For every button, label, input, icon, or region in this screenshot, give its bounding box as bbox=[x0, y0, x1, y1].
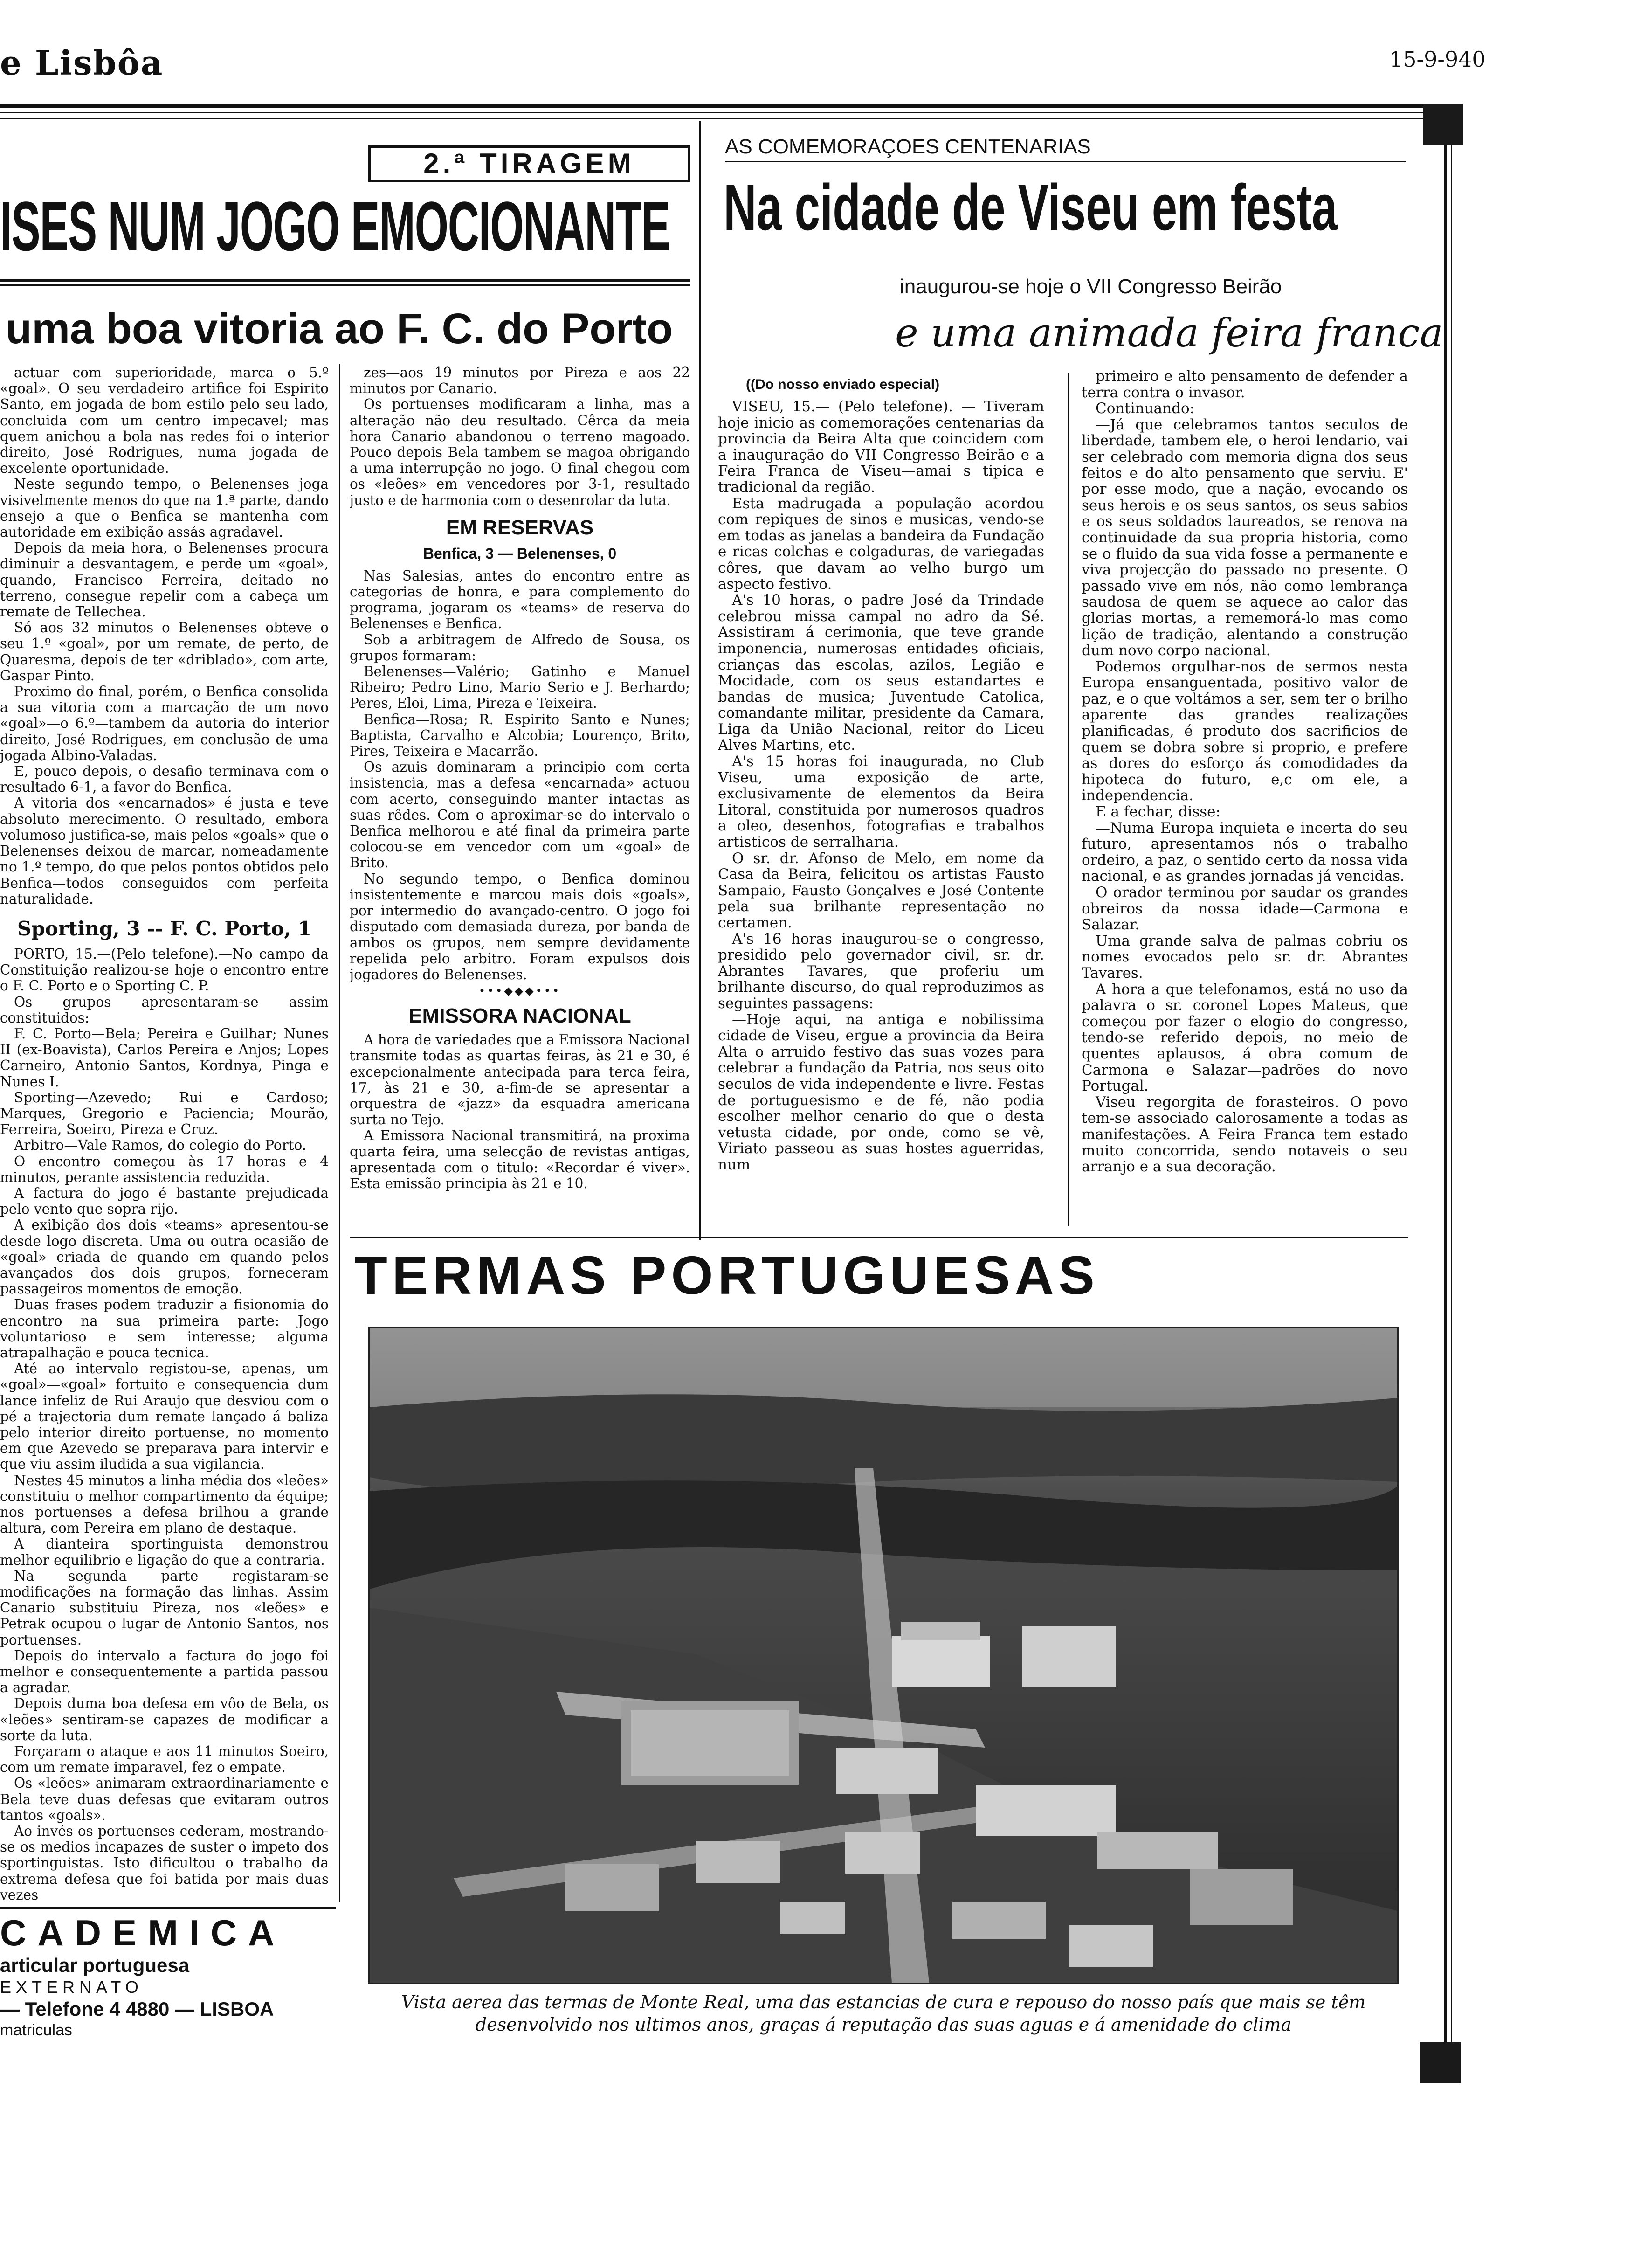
paragraph: Depois do intervalo a factura do jogo foi melhor e consequentemente a partida passou a agradar. bbox=[0, 1647, 329, 1696]
ad-academica bbox=[0, 1912, 354, 2040]
paragraph: Até ao intervalo registou-se, apenas, um «goal»—«goal» fortuito e consequencia dum lance infeliz de Rui Araujo que desviou com o pé a trajectoria dum remate lançado á baliza pelo interior direito portuense, no momento em que Azevedo se preparava para intervir e que viu assim iludida a sua vigilancia. bbox=[0, 1361, 329, 1473]
register-mark-top bbox=[1423, 104, 1463, 145]
separator-ornament: •••◆◆◆••• bbox=[478, 984, 561, 998]
paragraph: VISEU, 15.— (Pelo telefone). — Tiveram hoje inicio as comemorações centenarias da provincia da Beira Alta que coincidem com a inauguração do VII Congresso Beirão e a Feira Franca de Viseu—amai s tipica e tradicional da região. bbox=[718, 399, 1044, 496]
paragraph: Podemos orgulhar-nos de sermos nesta Europa ensanguentada, positivo valor de paz, e o que voltámos a ser, sem ter o brilho aparente das grandes realizações planificadas, é produto dos sacrificios de quem se dobra sobre si proprio, e prefere as dores do esforço ás comodidades da hipoteca do futuro, e,c om ele, a independencia. bbox=[1082, 658, 1408, 804]
paragraph: zes—aos 19 minutos por Pireza e aos 22 minutos por Canario. bbox=[350, 365, 690, 397]
paragraph: Depois da meia hora, o Belenenses procura diminuir a desvantagem, e perde um «goal», quando, Francisco Ferreira, deitado no terreno, consegue repelir com a cabeça um remate de Tellechea. bbox=[0, 540, 329, 620]
paragraph: Os azuis dominaram a principio com certa insistencia, mas a defesa «encarnada» actuou com acerto, conseguindo manter intactas as suas rêdes. Com o aproximar-se do intervalo o Benfica melhorou e até final da primeira parte colocou-se em vencedor com um «goal» de Brito. bbox=[350, 759, 690, 871]
paragraph: A exibição dos dois «teams» apresentou-se desde logo discreta. Uma ou outra ocasião de «goal» criada de quando em quando pelos avançados dos dois grupos, forneceram passageiros momentos de emoção. bbox=[0, 1217, 329, 1297]
paragraph: Os portuenses modificaram a linha, mas a alteração não deu resultado. Cêrca da meia hora Canario abandonou o terreno magoado. Pouco depois Bela tambem se magoa obrigando a uma interrupção no jogo. O final chegou com os «leões» em vencedores por 3-1, resultado justo e de harmonia com o desenrolar da luta. bbox=[350, 396, 690, 508]
paragraph: —Numa Europa inquieta e incerta do seu futuro, apresentamos nós o trabalho ordeiro, a paz, o sentido certo da nossa vida nacional, e as grandes jornadas já vencidas. bbox=[1082, 819, 1408, 885]
paragraph: Arbitro—Vale Ramos, do colegio do Porto. bbox=[14, 1137, 307, 1154]
paragraph: Os grupos apresentaram-se assim constituidos: bbox=[0, 994, 329, 1026]
paragraph: primeiro e alto pensamento de defender a terra contra o invasor. bbox=[1082, 368, 1408, 401]
sports-subheadline: uma boa vitoria ao F. C. do Porto bbox=[6, 305, 673, 353]
paragraph: O encontro começou às 17 horas e 4 minutos, perante assistencia reduzida. bbox=[0, 1153, 329, 1185]
paragraph: actuar com superioridade, marca o 5.º «goal». O seu verdadeiro artifice foi Espirito Santo, em jogada de bom estilo pelo seu lado, concluida com um centro impecavel; mas quem anichou a bola nas redes foi o interior direito, José Rodrigues, numa jogada de excelente oportunidade. bbox=[0, 365, 329, 477]
paragraph: Nestes 45 minutos a linha média dos «leões» constituiu o melhor compartimento da équipe; nos portuenses a defesa brilhou a grande altura, com Pereira em plano de destaque. bbox=[0, 1472, 329, 1536]
register-mark-bottom bbox=[1420, 2042, 1461, 2083]
paragraph: Forçaram o ataque e aos 11 minutos Soeiro, com um remate imparavel, fez o empate. bbox=[0, 1743, 329, 1776]
viseu-italic-head: e uma animada feira franca bbox=[895, 310, 1443, 356]
paragraph: Na segunda parte registaram-se modificações na formação das linhas. Assim Canario substituiu Pireza, nos «leões» e Petrak ocupou o lugar de Antonio Santos, nos portuenses. bbox=[0, 1568, 329, 1648]
reservas-result: Benfica, 3 — Belenenses, 0 bbox=[423, 545, 617, 562]
top-rule-thick bbox=[0, 104, 1427, 108]
termas-aerial-photo bbox=[368, 1327, 1399, 1984]
paragraph: A hora de variedades que a Emissora Nacional transmite todas as quartas feiras, às 21 e 30, é excepcionalmente antecipada para terça feira, 17, às 21 e 30, a-fim-de se apresentar a orquestra de «jazz» da esquadra americana surta no Tejo. bbox=[350, 1032, 690, 1128]
paragraph: Sob a arbitragem de Alfredo de Sousa, os grupos formaram: bbox=[350, 631, 690, 664]
viseu-deck: inaugurou-se hoje o VII Congresso Beirão bbox=[900, 275, 1282, 298]
viseu-column-2 bbox=[1082, 368, 1408, 1226]
viseu-headline: Na cidade de Viseu em festa bbox=[724, 171, 1338, 244]
paragraph: F. C. Porto—Bela; Pereira e Guilhar; Nunes II (ex-Boavista), Carlos Pereira e Anjos; Lopes Carneiro, Antonio Santos, Kordnya, Pinga e Nunes I. bbox=[0, 1025, 329, 1090]
reservas-title: EM RESERVAS bbox=[446, 516, 594, 539]
ad-name: CADEMICA bbox=[0, 1912, 286, 1953]
ad-line3: EXTERNATO bbox=[0, 1978, 143, 1997]
column-divider-1 bbox=[339, 364, 340, 1902]
ad-rule-top bbox=[0, 1907, 336, 1909]
paragraph: O sr. dr. Afonso de Melo, em nome da Casa da Beira, felicitou os artistas Fausto Sampaio, Fausto Gonçalves e José Contente pela sua brilhante representação no certamen. bbox=[718, 850, 1044, 931]
paragraph: A's 10 horas, o padre José da Trindade celebrou missa campal no adro da Sé. Assistiram á cerimonia, que teve grande imponencia, numerosas entidades oficiais, crianças das escolas, azilos, Legião e Mocidade, com os seus estandartes e bandas de musica; Juventude Catolica, comandante militar, presidente da Camara, Liga da União Nacional, reitor do Liceu Alves Martins, etc. bbox=[718, 592, 1044, 754]
masthead: e Lisbôa bbox=[0, 43, 164, 83]
termas-rule-top bbox=[350, 1237, 1408, 1238]
paragraph: Uma grande salva de palmas cobriu os nomes evocados pelo sr. dr. Abrantes Tavares. bbox=[1082, 932, 1408, 982]
tiragem-box: 2.ª TIRAGEM bbox=[368, 145, 690, 182]
paragraph: Belenenses—Valério; Gatinho e Manuel Ribeiro; Pedro Lino, Mario Serio e J. Berhardo; Peres, Eloi, Lima, Pireza e Teixeira. bbox=[350, 664, 690, 712]
paragraph: E a fechar, disse: bbox=[1096, 803, 1220, 821]
paragraph: Só aos 32 minutos o Belenenses obteve o seu 1.º «goal», por um remate, de perto, de Quaresma, depois de ter «driblado», com arte, Gaspar Pinto. bbox=[0, 620, 329, 684]
section-divider-vertical bbox=[699, 121, 701, 1240]
termas-title: TERMAS PORTUGUESAS bbox=[354, 1245, 1099, 1306]
paragraph: A's 15 horas foi inaugurada, no Club Viseu, uma exposição de arte, exclusivamente de elementos da Beira Litoral, constituida por numerosos quadros a oleo, desenhos, fotografias e trabalhos artisticos de serralharia. bbox=[718, 753, 1044, 851]
paragraph: Sporting—Azevedo; Rui e Cardoso; Marques, Gregorio e Paciencia; Mourão, Ferreira, Soeiro, Pireza e Cruz. bbox=[0, 1089, 329, 1138]
viseu-column-1 bbox=[718, 399, 1044, 1224]
aerial-photo-illustration bbox=[370, 1328, 1397, 1983]
page-date: 15-9-940 bbox=[1389, 47, 1486, 72]
paragraph: O orador terminou por saudar os grandes obreiros da nossa idade—Carmona e Salazar. bbox=[1082, 884, 1408, 933]
right-border-rule bbox=[1444, 145, 1447, 2047]
paragraph: Esta madrugada a população acordou com repiques de sinos e musicas, vendo-se em todas as janelas a bandeira da Fundação e ricas colchas e colgaduras, de variegadas côres, que davam ao velho burgo um aspecto festivo. bbox=[718, 495, 1044, 593]
ad-line5: matriculas bbox=[0, 2021, 72, 2039]
paragraph: E, pouco depois, o desafio terminava com o resultado 6-1, a favor do Benfica. bbox=[0, 763, 329, 795]
photo-caption: Vista aerea das termas de Monte Real, uma das estancias de cura e repouso do nosso país que mais se têm desenvolvido nos ultimos anos, graças á reputação das suas aguas e á amenidade do clima bbox=[401, 1992, 1366, 2035]
ad-line2: articular portuguesa bbox=[0, 1954, 190, 1976]
top-rule-thin-2 bbox=[0, 118, 1427, 119]
ad-phone: — Telefone 4 4880 — LISBOA bbox=[0, 1998, 274, 2020]
paragraph: Viseu regorgita de forasteiros. O povo tem-se associado calorosamente a todas as manifestações. A Feira Franca tem estado muito concorrida, sendo notaveis o seu arranjo e a sua decoração. bbox=[1082, 1093, 1408, 1175]
paragraph: No segundo tempo, o Benfica dominou insistentemente e marcou mais dois «goals», por intermedio do avançado-centro. O jogo foi disputado com demasiada dureza, por banda de ambos os grupos, nem sempre devidamente repelida pelo arbitro. Foram expulsos dois jogadores do Belenenses. bbox=[350, 871, 690, 982]
paragraph: Os «leões» animaram extraordinariamente e Bela teve duas defesas que evitaram outros tantos «goals». bbox=[0, 1775, 329, 1823]
paragraph: Benfica—Rosa; R. Espirito Santo e Nunes; Baptista, Carvalho e Alcobia; Lourenço, Brito, Pires, Teixeira e Macarrão. bbox=[350, 711, 690, 760]
paragraph: Continuando: bbox=[1096, 400, 1195, 417]
paragraph: A factura do jogo é bastante prejudicada pelo vento que sopra rijo. bbox=[0, 1185, 329, 1217]
paragraph: A Emissora Nacional transmitirá, na proxima quarta feira, uma selecção de revistas antigas, apresentada com o titulo: «Recordar é viver». Esta emissão principia às 21 e 10. bbox=[350, 1127, 690, 1191]
paragraph: A hora a que telefonamos, está no uso da palavra o sr. coronel Lopes Mateus, que começou por fazer o elogio do congresso, tendo-se referido depois, no meio de quentes aplausos, á obra comum de Carmona e Salazar—padrões do novo Portugal. bbox=[1082, 981, 1408, 1095]
paragraph: Nas Salesias, antes do encontro entre as categorias de honra, e para complemento do programa, jogaram os «teams» de reserva do Belenenses e Benfica. bbox=[350, 567, 690, 632]
sports-column-2 bbox=[350, 365, 690, 1237]
paragraph: Proximo do final, porém, o Benfica consolida a sua vitoria com a marcação de um novo «goal»—o 6.º—tambem da autoria do interior direito, José Rodrigues, em conclusão de uma jogada Albino-Valadas. bbox=[0, 684, 329, 763]
paragraph: —Hoje aqui, na antiga e nobilissima cidade de Viseu, ergue a provincia da Beira Alta o arruido festivo das suas vozes para celebrar a fundação da Patria, nos seus oito seculos de vida independente e livre. Festas de portuguesismo e de fé, não podia escolher melhor cenario do que o desta vetusta cidade, por onde, como se vê, Viriato passeou as suas hostes aguerridas, num bbox=[718, 1011, 1044, 1173]
sports-headline-rule-thin bbox=[0, 284, 690, 286]
paragraph: A dianteira sportinguista demonstrou melhor equilibrio e ligação do que a contraria. bbox=[0, 1536, 329, 1568]
right-border-rule-thin bbox=[1451, 145, 1452, 2047]
paragraph: —Já que celebramos tantos seculos de liberdade, tambem ele, o heroi lendario, vai ser celebrado com memoria digna dos seus feitos e do alto pensamento que serviu. E' por esse modo, que a nação, evocando os seus herois e os seus santos, os seus sabios e os seus soldados laureados, se renova na continuidade da sua propria historia, como se o fluido da sua vida fosse a permanente e viva projecção do passado no presente. O passado vive em nós, não como lembrança saudosa de quem se aquece ao calor das glorias mortas, a rememorá-lo mas como lição de tradição, alentando a construção dum novo corpo nacional. bbox=[1082, 416, 1408, 659]
sports-headline: ISES NUM JOGO EMOCIONANTE bbox=[0, 187, 670, 265]
sports-headline-rule bbox=[0, 279, 690, 282]
paragraph: PORTO, 15.—(Pelo telefone).—No campo da Constituição realizou-se hoje o encontro entre o F. C. Porto e o Sporting C. P. bbox=[0, 946, 329, 994]
sporting-porto-title: Sporting, 3 -- F. C. Porto, 1 bbox=[17, 917, 311, 940]
paragraph: Depois duma boa defesa em vôo de Bela, os «leões» sentiram-se capazes de modificar a sorte da luta. bbox=[0, 1695, 329, 1743]
viseu-column-divider bbox=[1068, 373, 1069, 1226]
paragraph: Neste segundo tempo, o Belenenses joga visivelmente menos do que na 1.ª parte, dando ensejo a que o Benfica se mantenha com autoridade em exibição assás agradavel. bbox=[0, 476, 329, 540]
paragraph: A vitoria dos «encarnados» é justa e teve absoluto merecimento. O resultado, embora volumoso justifica-se, mais pelos «goals» que o Belenenses deixou de marcar, nomeadamente no 1.º tempo, do que pelos pontos obtidos pelo Benfica—todos conseguidos com perfeita naturalidade. bbox=[0, 795, 329, 907]
sports-column-1 bbox=[0, 365, 329, 1903]
viseu-byline: ((Do nosso enviado especial) bbox=[746, 377, 940, 392]
top-rule-thin bbox=[0, 112, 1427, 113]
paragraph: Duas frases podem traduzir a fisionomia do encontro na sua primeira parte: Jogo voluntarioso e sem interesse; alguma atrapalhação e pouca tecnica. bbox=[0, 1297, 329, 1361]
emissora-title: EMISSORA NACIONAL bbox=[408, 1004, 631, 1028]
paragraph: A's 16 horas inaugurou-se o congresso, presidido pelo governador civil, sr. dr. Abrantes Tavares, que proferiu um brilhante discurso, do qual reproduzimos as seguintes passagens: bbox=[718, 930, 1044, 1012]
paragraph: Ao invés os portuenses cederam, mostrando-se os medios incapazes de suster o impeto dos sportinguistas. Isto dificultou o trabalho da extrema defesa que foi batida por mais duas vezes bbox=[0, 1823, 329, 1903]
viseu-kicker: AS COMEMORAÇOES CENTENARIAS bbox=[725, 135, 1091, 158]
viseu-kicker-rule bbox=[725, 161, 1406, 162]
